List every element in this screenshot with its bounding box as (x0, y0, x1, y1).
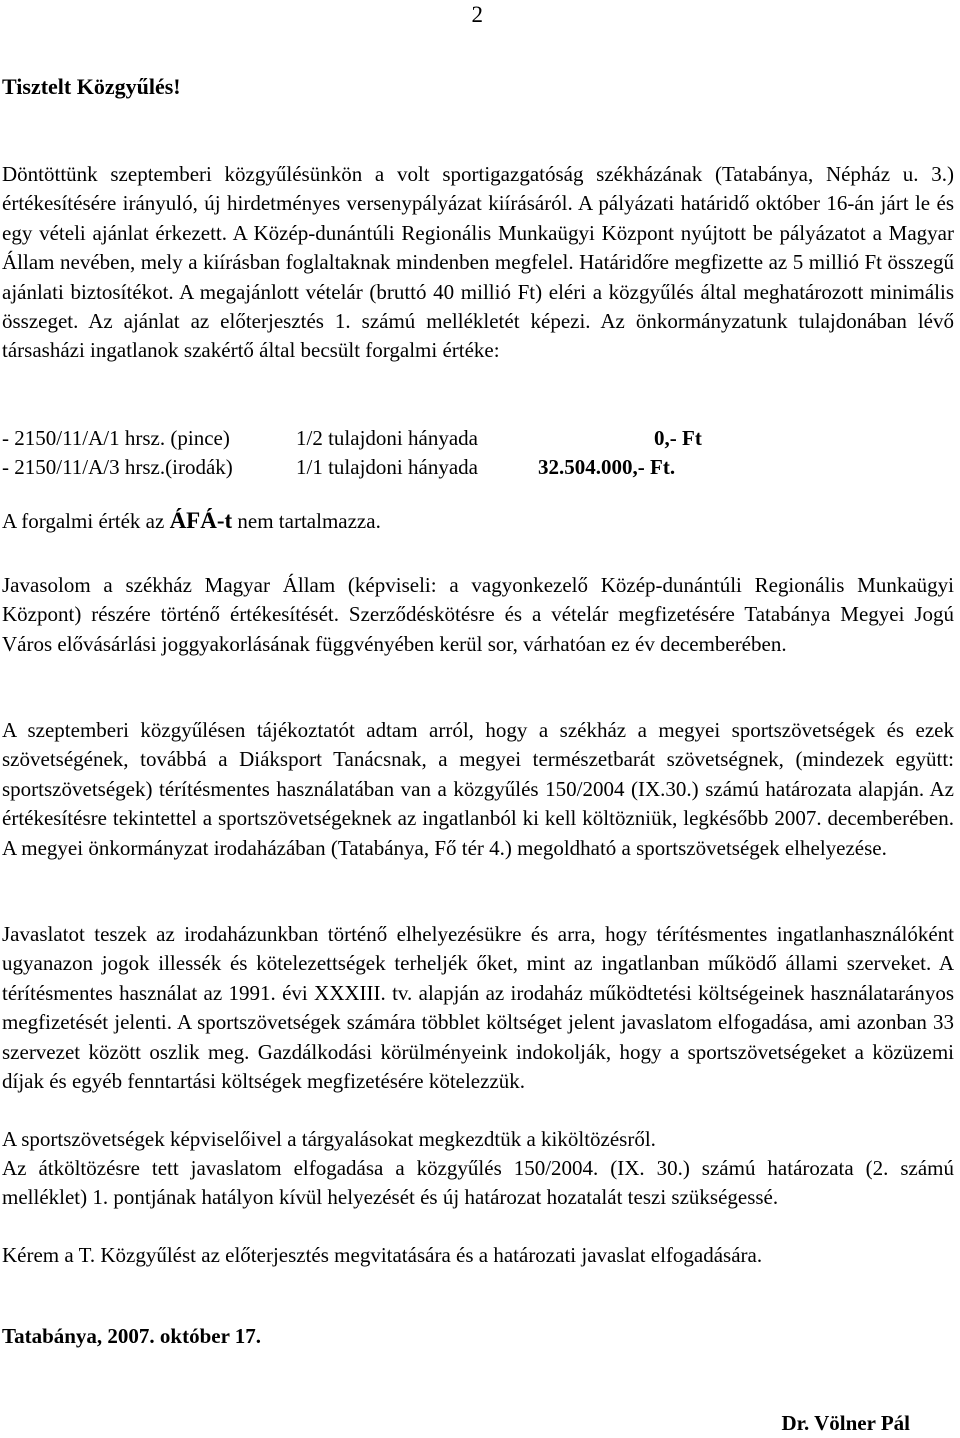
property-value: 32.504.000,- Ft. (538, 455, 676, 479)
property-share: 1/2 tulajdoni hányada (296, 426, 478, 450)
signature: Dr. Völner Pál (781, 1411, 910, 1435)
page-number: 2 (471, 2, 483, 27)
paragraph-sport-associations: A szeptemberi közgyűlésen tájékoztatót adtam arról, hogy a székház a megyei sportszövetségek és ezek szövetségének, továbbá a Diáksport Tanácsnak, a megyei természetbarát szövetségnek, (mindezek együtt: sportszövetségek) térítésmentes használatában van a közgyűlés 150/2004 (IX.30.) számú határozata alapján. Az értékesítésre tekintettel a sportszövetségeknek az ingatlanból ki kell költözniük, legkésőbb 2007. decemberében. A megyei önkormányzat irodaházában (Tatabánya, Fő tér 4.) megoldható a sportszövetségek elhelyezése. (2, 718, 954, 860)
greeting: Tisztelt Közgyűlés! (2, 74, 181, 99)
vat-note (2, 508, 381, 534)
paragraph-relocation-proposal: Javaslatot teszek az irodaházunkban történő elhelyezésükre és arra, hogy térítésmentes ingatlanhasználóként ugyanazon jogok illessék és kötelezettségek terheljék őket, mint az ingatlanban működő állami szerveket. A térítésmentes használat az 1991. évi XXXIII. tv. alapján az irodaház működtetési költségeinek használatarányos megfizetését jelenti. A sportszövetségek számára többlet költséget jelent javaslatom elfogadása, ami azonban 33 szervezet között oszlik meg. Gazdálkodási körülményeink indokolják, hogy a sportszövetségeket a közüzemi díjak és egyéb fenntartási költségek megfizetésére kötelezzük. (2, 922, 954, 1094)
paragraph-request: Kérem a T. Közgyűlést az előterjesztés megvitatására és a határozati javaslat elfogadására. (2, 1243, 763, 1267)
paragraph-proposal: Javasolom a székház Magyar Állam (képviseli: a vagyonkezelő Közép-dunántúli Regionális Munkaügyi Központ) részére történő értékesítését. Szerződéskötésre és a vételár megfizetésére Tatabánya Megyei Jogú Város elővásárlási joggyakorlásának függvényében kerül sor, várhatóan ez év decemberében. (2, 573, 954, 656)
property-parcel: - 2150/11/A/1 hrsz. (pince) (2, 426, 230, 450)
property-share: 1/1 tulajdoni hányada (296, 455, 478, 479)
property-value: 0,- Ft (654, 426, 702, 450)
vat-note-prefix: A forgalmi érték az (2, 509, 170, 533)
property-item (2, 424, 702, 453)
document-date: Tatabánya, 2007. október 17. (2, 1324, 262, 1348)
paragraph-negotiations: A sportszövetségek képviselőivel a tárgyalásokat megkezdtük a kiköltözésről. (2, 1127, 656, 1151)
vat-note-bold: ÁFÁ-t (169, 508, 233, 533)
property-item (2, 453, 675, 482)
property-parcel: - 2150/11/A/3 hrsz.(irodák) (2, 455, 233, 479)
paragraph-resolution: Az átköltözésre tett javaslatom elfogadása a közgyűlés 150/2004. (IX. 30.) számú határozata (2. számú melléklet) 1. pontjának hatályon kívül helyezését és új határozat hozatalát teszi szükségessé. (2, 1156, 954, 1210)
vat-note-suffix: nem tartalmazza. (232, 509, 381, 533)
paragraph-sale-tender: Döntöttünk szeptemberi közgyűlésünkön a volt sportigazgatóság székházának (Tatabánya, Népház u. 3.) értékesítésére irányuló, új hirdetményes versenypályázat kiírásáról. A pályázati határidő október 16-án járt le és egy vételi ajánlat érkezett. A Közép-dunántúli Regionális Munkaügyi Központ nyújtott be pályázatot a Magyar Állam nevében, mely a kiírásban foglaltaknak mindenben megfelel. Határidőre megfizette az 5 millió Ft összegű ajánlati biztosítékot. A megajánlott vételár (bruttó 40 millió Ft) eléri a közgyűlés által meghatározott minimális összeget. Az ajánlat az előterjesztés 1. számú mellékletét képezi. Az önkormányzatunk tulajdonában lévő társasházi ingatlanok szakértő által becsült forgalmi értéke: (2, 162, 954, 363)
